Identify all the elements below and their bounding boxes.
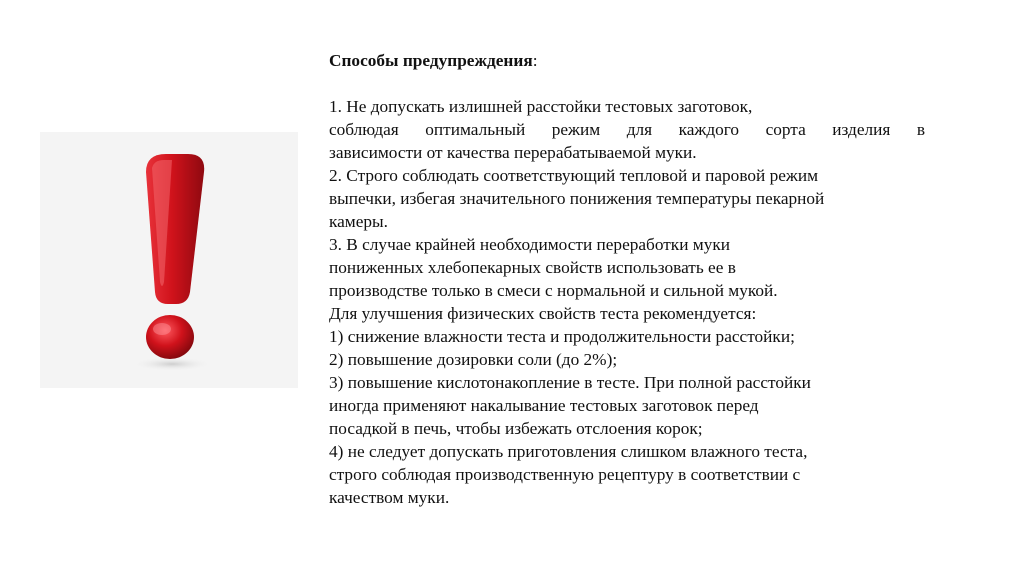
text-line: 4) не следует допускать приготовления слишком влажного теста, <box>329 442 808 461</box>
exclamation-mark-icon <box>40 132 298 388</box>
slide-title-colon: : <box>532 51 538 70</box>
text-line: 1. Не допускать излишней расстойки тестовых заготовок, <box>329 97 753 116</box>
text-line: посадкой в печь, чтобы избежать отслоения корок; <box>329 419 703 438</box>
text-line: выпечки, избегая значительного понижения температуры пекарной <box>329 189 825 208</box>
slide-title-text: Способы предупреждения <box>329 51 533 70</box>
text-line: 2. Строго соблюдать соответствующий тепловой и паровой режим <box>329 166 819 185</box>
text-line: 3. В случае крайней необходимости переработки муки <box>329 235 730 254</box>
text-line: пониженных хлебопекарных свойств использовать ее в <box>329 258 736 277</box>
text-line: строго соблюдая производственную рецептуру в соответствии с <box>329 465 801 484</box>
text-line: иногда применяют накалывание тестовых заготовок перед <box>329 396 759 415</box>
text-line: Для улучшения физических свойств теста рекомендуется: <box>329 304 757 323</box>
text-line: производстве только в смеси с нормальной и сильной мукой. <box>329 281 778 300</box>
text-line: 2) повышение дозировки соли (до 2%); <box>329 350 618 369</box>
text-line: зависимости от качества перерабатываемой муки. <box>329 143 697 162</box>
slide-title <box>329 49 943 72</box>
text-line: соблюдая оптимальный режим для каждого сорта изделия в <box>329 120 925 139</box>
text-line: качеством муки. <box>329 488 450 507</box>
text-line: камеры. <box>329 212 388 231</box>
text-line: 1) снижение влажности теста и продолжительности расстойки; <box>329 327 795 346</box>
text-content <box>329 49 943 509</box>
text-line: 3) повышение кислотонакопление в тесте. При полной расстойки <box>329 373 811 392</box>
spacer <box>329 72 943 95</box>
exclamation-image <box>40 132 298 388</box>
